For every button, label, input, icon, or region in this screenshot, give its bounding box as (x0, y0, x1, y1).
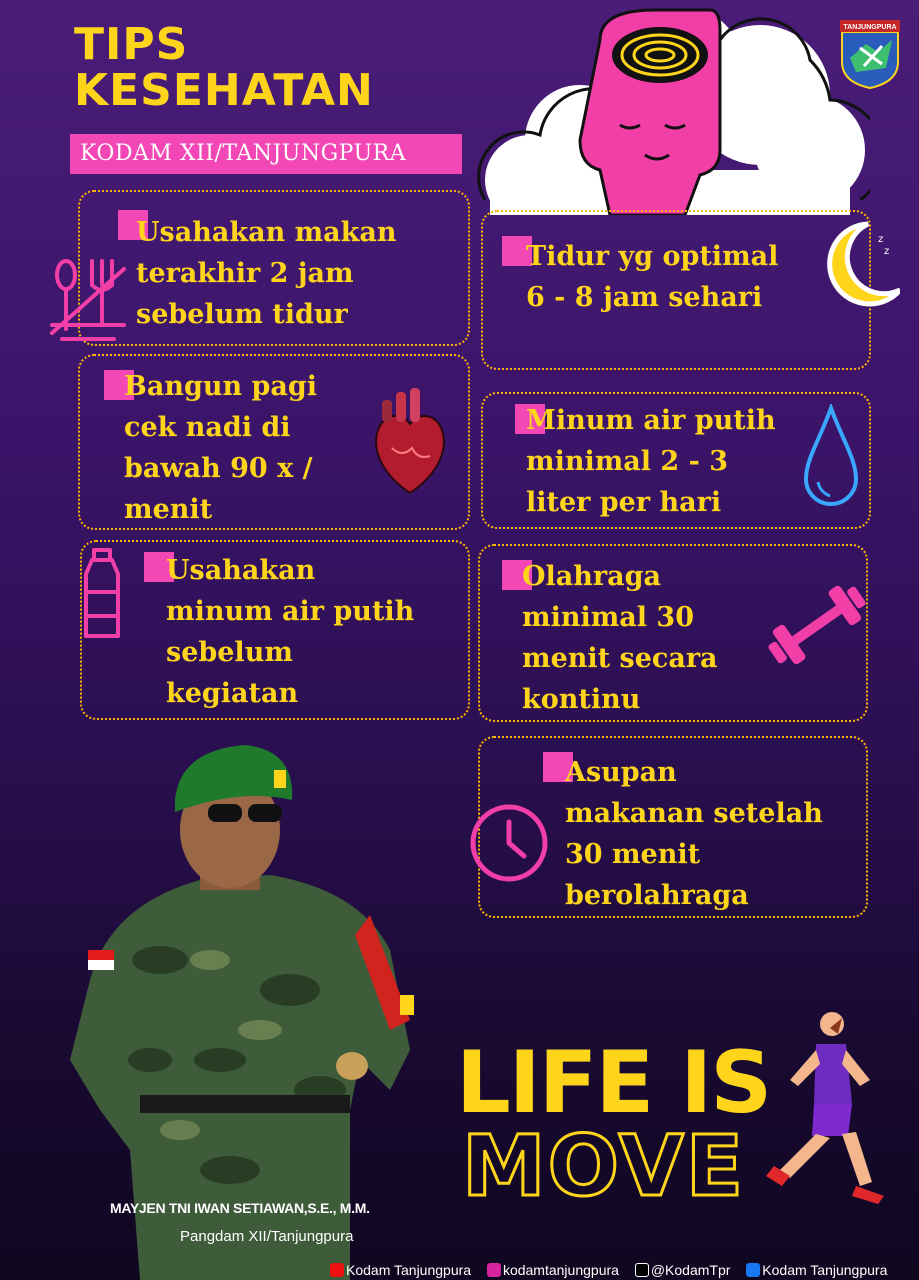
slogan-line-1: LIFE IS (456, 1033, 771, 1133)
instagram-icon (487, 1263, 501, 1277)
youtube-link[interactable]: Kodam Tanjungpura (330, 1262, 477, 1278)
utensils-icon (44, 255, 129, 345)
title-line-2: KESEHATAN (74, 65, 374, 116)
x-icon (635, 1263, 649, 1277)
mind-relax-illustration (470, 0, 870, 215)
tip-7-text: Asupan makanan setelah 30 menit berolahraga (565, 757, 823, 911)
dumbbell-icon (762, 570, 872, 680)
instagram-link[interactable]: kodamtanjungpura (487, 1262, 625, 1278)
tip-5-text: Usahakan minum air putih sebelum kegiatan (166, 555, 415, 709)
title-line-1: TIPS (74, 19, 189, 70)
tip-4-text: Minum air putih minimal 2 - 3 liter per hari (526, 405, 776, 518)
tip-2-text: Tidur yg optimal 6 - 8 jam sehari (526, 241, 779, 313)
youtube-icon (330, 1263, 344, 1277)
runner-icon (760, 1010, 890, 1210)
commander-name: MAYJEN TNI IWAN SETIAWAN,S.E., M.M. (110, 1200, 370, 1216)
moon-icon (820, 218, 900, 310)
kodam-logo-icon (838, 18, 902, 90)
page-title (74, 19, 474, 116)
facebook-link[interactable]: Kodam Tanjungpura (746, 1262, 893, 1278)
clock-icon (466, 800, 552, 886)
tip-1-text: Usahakan makan terakhir 2 jam sebelum tidur (136, 217, 397, 330)
logo-text: TANJUNGPURA (843, 24, 897, 31)
svg-text:z: z (884, 246, 890, 257)
tip-3-text: Bangun pagi cek nadi di bawah 90 x / menit (124, 371, 318, 525)
commander-photo (30, 730, 420, 1280)
heart-icon (370, 388, 450, 498)
tip-6-text: Olahraga minimal 30 menit secara kontinu (522, 561, 718, 715)
x-link[interactable]: @KodamTpr (635, 1262, 737, 1278)
water-drop-icon (800, 404, 862, 514)
bottle-icon (72, 546, 132, 646)
slogan-line-2: MOVE (462, 1117, 746, 1215)
facebook-icon (746, 1263, 760, 1277)
social-footer (330, 1262, 919, 1280)
svg-text:z: z (878, 234, 884, 245)
subtitle-banner: KODAM XII/TANJUNGPURA (70, 134, 462, 174)
commander-role: Pangdam XII/Tanjungpura (180, 1228, 354, 1245)
